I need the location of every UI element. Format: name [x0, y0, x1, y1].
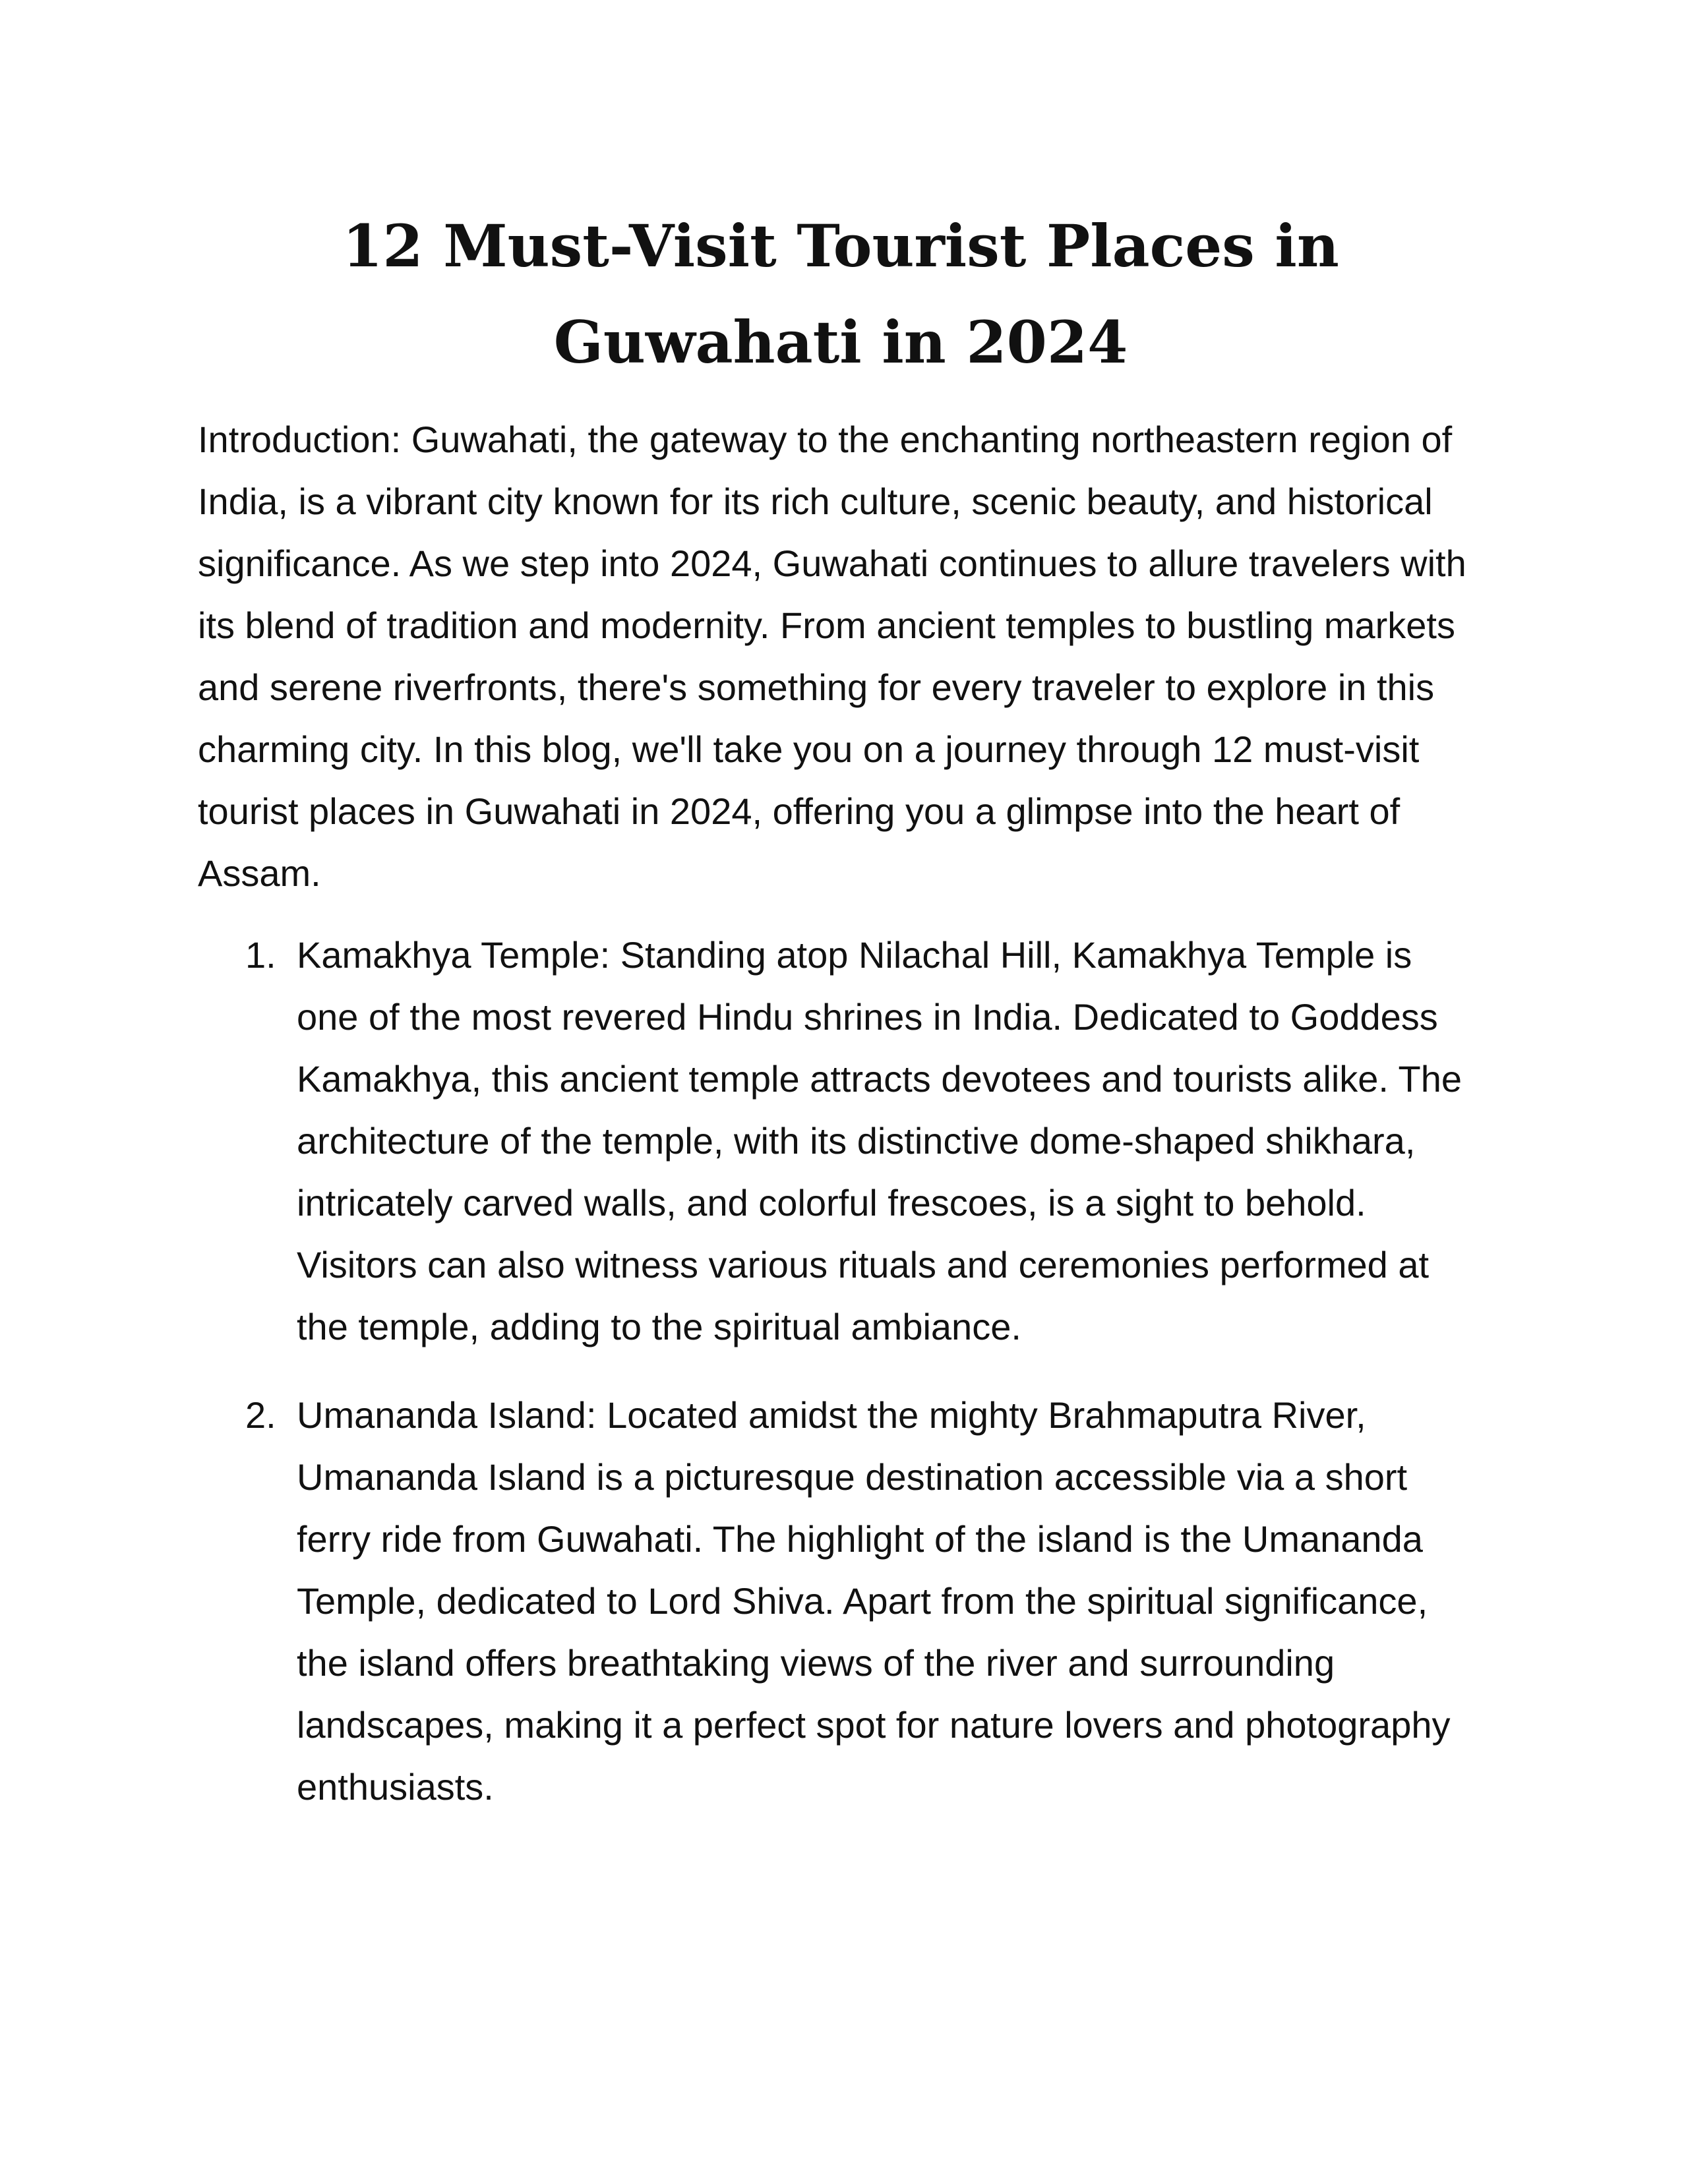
- places-list: [198, 924, 1484, 1818]
- list-item-number: 1.: [245, 934, 276, 976]
- list-item-text: Kamakhya Temple: Standing atop Nilachal Hill, Kamakhya Temple is one of the most revered Hindu shrines in India. Dedicated to Goddess Kamakhya, this ancient temple attracts devotees and tourists alike. The architecture of the temple, with its distinctive dome-shaped shikhara, intricately carved walls, and colorful frescoes, is a sight to behold. Visitors can also witness various rituals and ceremonies performed at the temple, adding to the spiritual ambiance.: [297, 934, 1462, 1347]
- list-item: [198, 924, 1484, 1358]
- list-item-number: 2.: [245, 1394, 276, 1436]
- list-item: [198, 1384, 1484, 1818]
- page-title: 12 Must-Visit Tourist Places in Guwahati in 2024: [342, 212, 1339, 376]
- intro-paragraph: Introduction: Guwahati, the gateway to the enchanting northeastern region of India, is a vibrant city known for its rich culture, scenic beauty, and historical significance. As we step into 2024, Guwahati continues to allure travelers with its blend of tradition and modernity. From ancient temples to bustling markets and serene riverfronts, there's something for every traveler to explore in this charming city. In this blog, we'll take you on a journey through 12 must-visit tourist places in Guwahati in 2024, offering you a glimpse into the heart of Assam.: [198, 419, 1466, 894]
- document-page: [198, 198, 1484, 1845]
- list-item-text: Umananda Island: Located amidst the mighty Brahmaputra River, Umananda Island is a picturesque destination accessible via a short ferry ride from Guwahati. The highlight of the island is the Umananda Temple, dedicated to Lord Shiva. Apart from the spiritual significance, the island offers breathtaking views of the river and surrounding landscapes, making it a perfect spot for nature lovers and photography enthusiasts.: [297, 1394, 1451, 1808]
